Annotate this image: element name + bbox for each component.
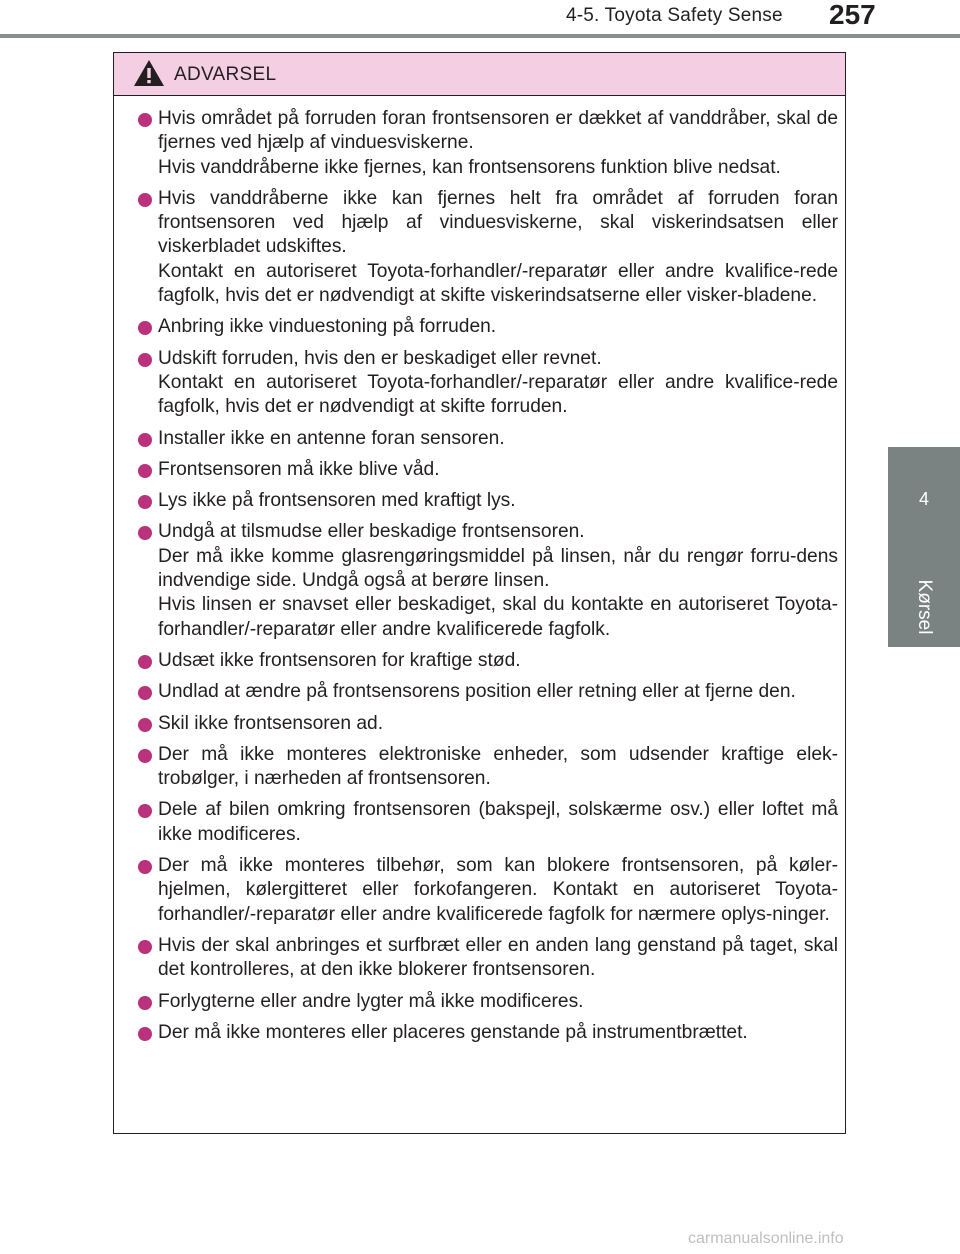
header-divider [0,34,960,38]
warning-text: Lys ikke på frontsensoren med kraftigt lys. [158,490,516,512]
warning-text: Der må ikke monteres elektroniske enheder, som udsender kraftige elek-trobølger, i nærheden af frontsensoren. [158,743,838,790]
warning-triangle-icon [133,59,165,87]
bullet-icon [138,464,152,478]
bullet-icon [138,113,152,127]
bullet-icon [138,495,152,509]
warning-text: Kontakt en autoriseret Toyota-forhandler/-reparatør eller andre kvalifice-rede fagfolk, hvis det er nødvendigt at skifte viskerindsatserne eller visker-bladene. [158,260,838,307]
warning-item [114,712,844,736]
warning-item [114,649,844,673]
footer-watermark: carmanualsonline.info [688,1230,844,1247]
bullet-icon [138,526,152,540]
warning-item [114,427,844,451]
warning-box [113,52,846,1134]
bullet-icon [138,321,152,335]
warning-text: Der må ikke komme glasrengøringsmiddel på linsen, når du rengør forru-dens indvendige side. Undgå også at berøre linsen. [158,545,838,592]
bullet-icon [138,655,152,669]
warning-item [114,107,844,180]
warning-text: Frontsensoren må ikke blive våd. [158,458,440,480]
bullet-icon [138,940,152,954]
warning-item [114,798,844,847]
bullet-icon [138,686,152,700]
warning-item [114,489,844,513]
bullet-icon [138,804,152,818]
bullet-icon [138,353,152,367]
warning-item [114,743,844,792]
warning-text: Undgå at tilsmudse eller beskadige frontsensoren. [158,521,585,543]
section-title: 4-5. Toyota Safety Sense [566,5,783,26]
warning-item [114,315,844,339]
bullet-icon [138,1027,152,1041]
warning-item [114,347,844,420]
warning-item [114,187,844,308]
warning-text: Hvis vanddråberne ikke fjernes, kan frontsensorens funktion blive nedsat. [158,156,781,178]
bullet-icon [138,860,152,874]
warning-text: Undlad at ændre på frontsensorens position eller retning eller at fjerne den. [158,681,796,703]
warning-text: Anbring ikke vinduestoning på forruden. [158,316,497,338]
warning-title: ADVARSEL [174,64,277,85]
warning-text: Forlygterne eller andre lygter må ikke modificeres. [158,990,584,1012]
warning-item [114,680,844,704]
bullet-icon [138,718,152,732]
bullet-icon [138,433,152,447]
warning-item [114,520,844,641]
warning-text: Installer ikke en antenne foran sensoren. [158,427,505,449]
warning-text: Der må ikke monteres eller placeres genstande på instrumentbrættet. [158,1021,748,1043]
chapter-tab[interactable] [888,447,960,647]
chapter-number: 4 [918,489,929,509]
warning-text: Hvis vanddråberne ikke kan fjernes helt fra området af forruden foran frontsensoren ved hjælp af vinduesviskerne, skal viskerindsatsen eller viskerbladet udskiftes. [158,187,838,258]
warning-text: Kontakt en autoriseret Toyota-forhandler/-reparatør eller andre kvalifice-rede fagfolk, hvis det er nødvendigt at skifte forruden. [158,371,838,418]
warning-header [114,53,845,96]
warning-item [114,458,844,482]
warning-item [114,1021,844,1045]
warning-list [114,107,844,1052]
warning-item [114,990,844,1014]
warning-item [114,854,844,927]
warning-text: Hvis området på forruden foran frontsensoren er dækket af vanddråber, skal de fjernes ved hjælp af vinduesviskerne. [158,108,838,154]
warning-text: Dele af bilen omkring frontsensoren (bakspejl, solskærme osv.) eller loftet må ikke modificeres. [158,799,838,845]
warning-text: Udskift forruden, hvis den er beskadiget eller revnet. [158,347,602,369]
warning-item [114,934,844,983]
chapter-label: Kørsel [914,579,935,635]
warning-text: Hvis linsen er snavset eller beskadiget, skal du kontakte en autoriseret Toyota-forhandler/-reparatør eller andre kvalificerede fagfolk. [158,594,838,640]
page-number: 257 [829,0,876,30]
warning-text: Hvis der skal anbringes et surfbræt eller en anden lang genstand på taget, skal det kontrolleres, at den ikke blokerer frontsensoren. [158,934,838,981]
warning-text: Udsæt ikke frontsensoren for kraftige stød. [158,649,521,671]
bullet-icon [138,193,152,207]
warning-text: Skil ikke frontsensoren ad. [158,712,384,734]
bullet-icon [138,749,152,763]
bullet-icon [138,996,152,1010]
warning-text: Der må ikke monteres tilbehør, som kan blokere frontsensoren, på køler-hjelmen, kølergitteret eller forkofangeren. Kontakt en autoriseret Toyota-forhandler/-reparatør eller andre kvalificerede fagfolk for nærmere oplys-ninger. [158,855,838,925]
